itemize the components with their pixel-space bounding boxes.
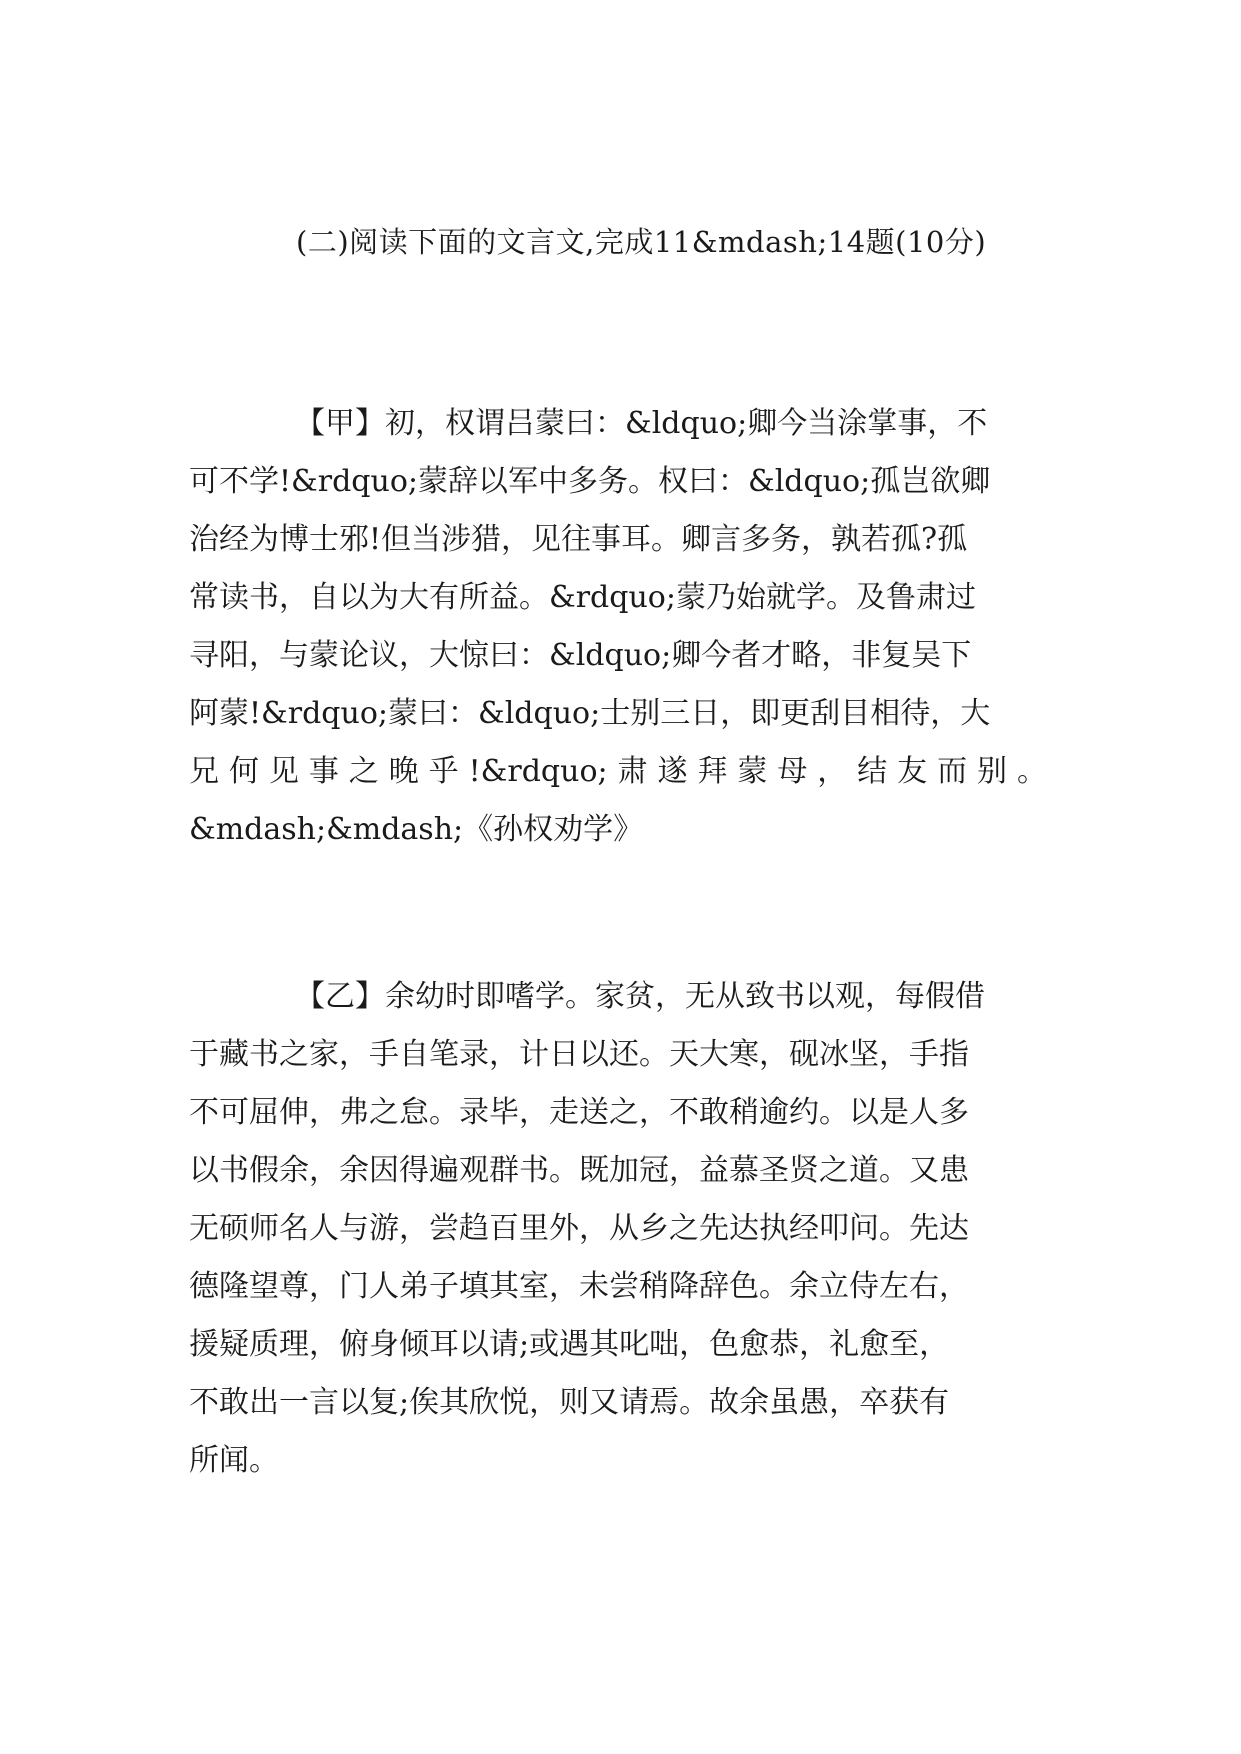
passage-line: 所闻。: [189, 1443, 279, 1478]
passage-line: 【甲】初，权谓吕蒙曰：&ldquo;卿今当涂掌事，不: [295, 406, 988, 441]
passage-line: 援疑质理，俯身倾耳以请;或遇其叱咄，色愈恭，礼愈至，: [189, 1327, 950, 1362]
passage-line: 阿蒙!&rdquo;蒙曰：&ldquo;士别三日，即更刮目相待，大: [189, 696, 991, 731]
passage-line: 治经为博士邪!但当涉猎，见往事耳。卿言多务，孰若孤?孤: [189, 522, 968, 557]
passage-line: 无硕师名人与游，尝趋百里外，从乡之先达执经叩问。先达: [189, 1211, 969, 1246]
passage-line: 寻阳，与蒙论议，大惊曰：&ldquo;卿今者才略，非复吴下: [189, 638, 972, 673]
passage-line: 兄何见事之晚乎!&rdquo;肃遂拜蒙母，结友而别。: [189, 754, 1047, 789]
passage-line: 不可屈伸，弗之怠。录毕，走送之，不敢稍逾约。以是人多: [189, 1095, 969, 1130]
passage-yi: [189, 968, 1047, 1490]
passage-jia: [189, 395, 1047, 859]
question-heading: (二)阅读下面的文言文,完成11&mdash;14题(10分): [296, 225, 987, 259]
passage-line: 【乙】余幼时即嗜学。家贫，无从致书以观，每假借: [295, 979, 985, 1014]
passage-line: 不敢出一言以复;俟其欣悦，则又请焉。故余虽愚，卒获有: [189, 1385, 950, 1420]
passage-line: 以书假余，余因得遍观群书。既加冠，益慕圣贤之道。又患: [189, 1153, 969, 1188]
passage-line: 常读书，自以为大有所益。&rdquo;蒙乃始就学。及鲁肃过: [189, 580, 976, 615]
passage-source: &mdash;&mdash;《孙权劝学》: [189, 812, 644, 847]
passage-line: 可不学!&rdquo;蒙辞以军中多务。权曰：&ldquo;孤岂欲卿: [189, 464, 991, 499]
passage-line: 于藏书之家，手自笔录，计日以还。天大寒，砚冰坚，手指: [189, 1037, 969, 1072]
passage-line: 德隆望尊，门人弟子填其室，未尝稍降辞色。余立侍左右，: [189, 1269, 969, 1304]
